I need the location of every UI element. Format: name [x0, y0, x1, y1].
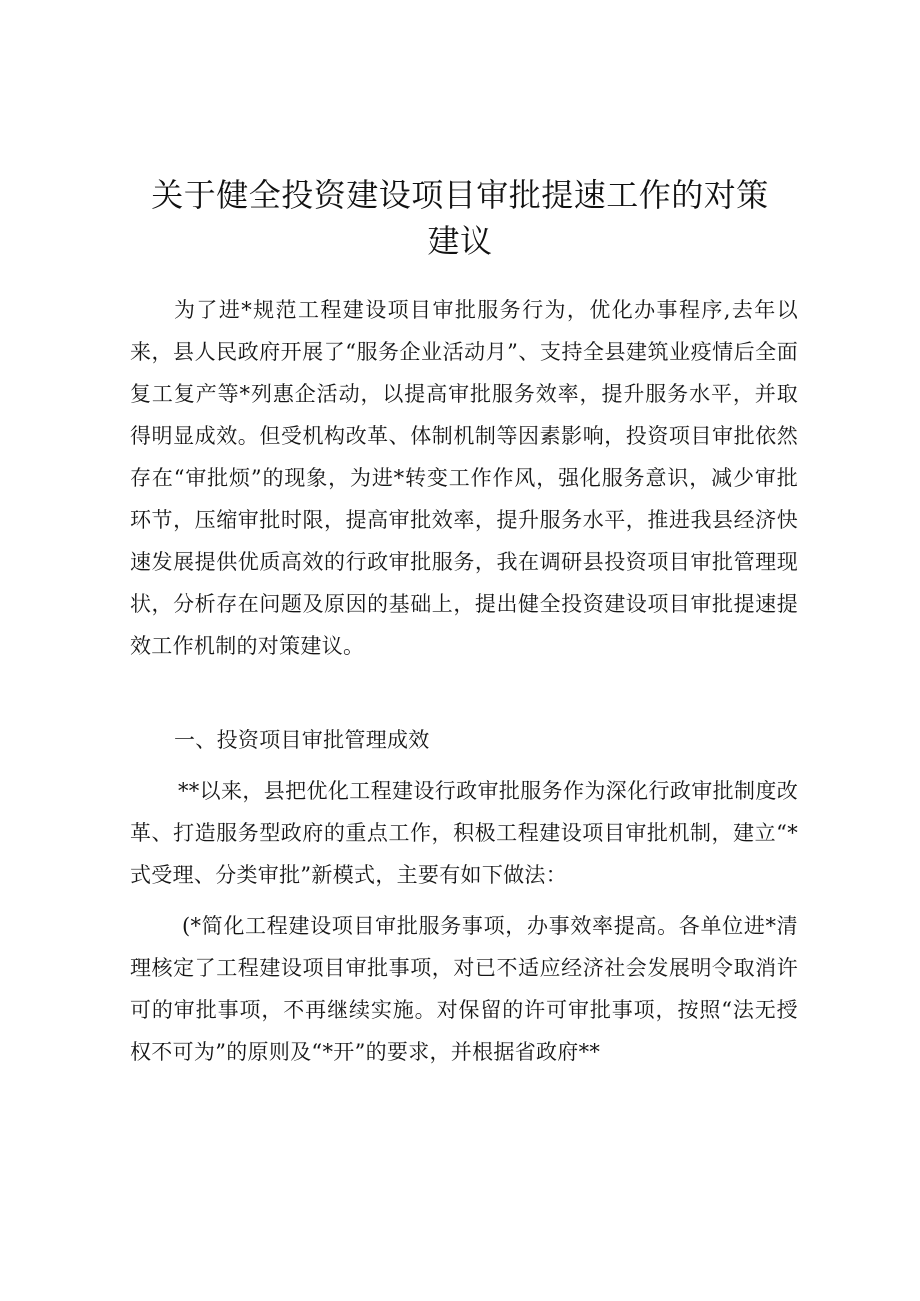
section-paragraph: **以来，县把优化工程建设行政审批服务作为深化行政审批制度改革、打造服务型政府的重点工作，积极工程建设项目审批机制，建立“*式受理、分类审批”新模式，主要有如下做法： — [130, 779, 798, 887]
section-heading: 一、投资项目审批管理成效 — [174, 728, 430, 752]
subsection-paragraph: (*简化工程建设项目审批服务事项，办事效率提高。各单位进*清理核定了工程建设项目审批事项，对已不适应经济社会发展明令取消许可的审批事项，不再继续实施。对保留的许可审批事项，按照“法无授权不可为”的原则及“*开”的要求，并根据省政府** — [130, 914, 798, 1064]
document-title: 关于健全投资建设项目审批提速工作的对策建议 — [151, 176, 769, 260]
intro-paragraph: 为了进*规范工程建设项目审批服务行为，优化办事程序,去年以来，县人民政府开展了“服务企业活动月”、支持全县建筑业疫情后全面复工复产等*列惠企活动，以提高审批服务效率，提升服务水平，并取得明显成效。但受机构改革、体制机制等因素影响，投资项目审批依然存在“审批烦”的现象，为进*转变工作作风，强化服务意识，减少审批环节，压缩审批时限，提高审批效率，提升服务水平，推进我县经济快速发展提供优质高效的行政审批服务，我在调研县投资项目审批管理现状，分析存在问题及原因的基础上，提出健全投资建设项目审批提速提效工作机制的对策建议。 — [130, 298, 798, 658]
